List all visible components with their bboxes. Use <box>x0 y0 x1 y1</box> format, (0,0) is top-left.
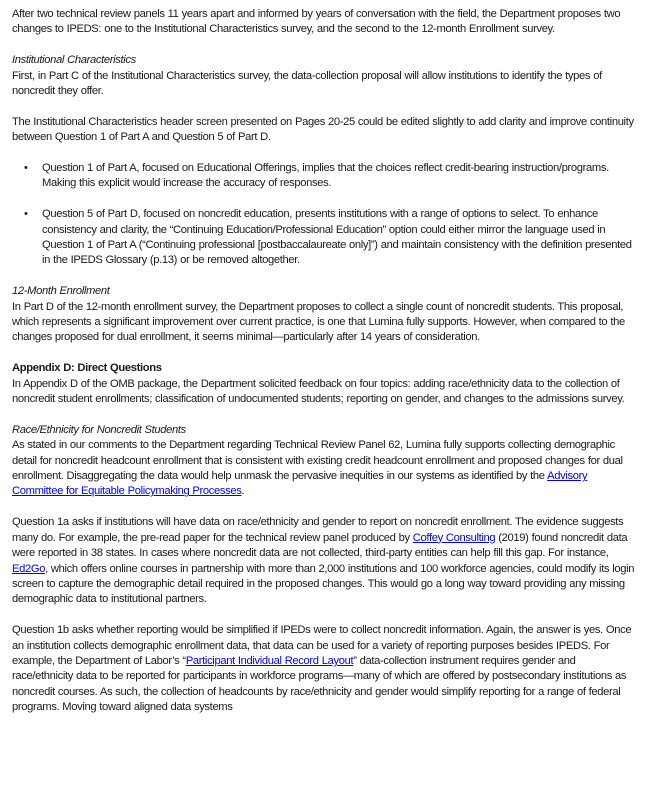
ic-bullet-list <box>12 161 637 269</box>
intro-paragraph: After two technical review panels 11 years apart and informed by years of conversation with the field, the Department proposes two changes to IPEDS: one to the Institutional Characteristics survey, and the second to the 12-month Enrollment survey. <box>12 8 621 36</box>
appendix-section <box>12 361 637 407</box>
ic-heading: Institutional Characteristics <box>12 54 136 67</box>
list-item <box>24 207 637 269</box>
coffey-consulting-link[interactable]: Coffey Consulting <box>412 531 496 544</box>
question-1a-paragraph <box>12 515 637 607</box>
q1a-text: , which offers online courses in partnership with more than 2,000 institutions and 100 workforce agencies, could modify its login screen to capture the demographic detail required in the proposed changes. This would go a long way toward providing any missing demographic data to institutional partners. <box>12 562 635 606</box>
ed2go-link[interactable]: Ed2Go <box>12 562 46 575</box>
enrollment-section <box>12 284 637 346</box>
race-heading: Race/Ethnicity for Noncredit Students <box>12 423 186 436</box>
q1b-text: Question 1b asks whether reporting would be simplified if IPEDs were to collect noncredit information. Again, the answer is yes. Once an institution collects demographic enrollment data, that data can be used for a variety of reporting purposes besides IPEDS. For example, the Department of Labor’s “ <box>12 624 632 667</box>
list-item-text: Question 1 of Part A, focused on Educational Offerings, implies that the choices reflect credit-bearing instruction/programs. Making this explicit would increase the accuracy of responses. <box>42 162 609 190</box>
appendix-paragraph: In Appendix D of the OMB package, the Department solicited feedback on four topics: adding race/ethnicity data to the collection of noncredit student enrollments; classification of undocumented students; reporting on gender, and changes to the admissions survey. <box>12 377 625 406</box>
ic-paragraph-2: The Institutional Characteristics header screen presented on Pages 20-25 could be edited slightly to add clarity and improve continuity between Question 1 of Part A and Question 5 of Part D. <box>12 115 634 144</box>
bullet-icon: • <box>24 208 28 221</box>
race-text: . <box>241 485 245 498</box>
appendix-heading: Appendix D: Direct Questions <box>12 362 162 375</box>
enrollment-paragraph: In Part D of the 12-month enrollment survey, the Department proposes to collect a single count of noncredit students. This proposal, which represents a significant improvement over current practice, is one that Lumina fully supports. However, when compared to the changes proposed for dual enrollment, it seems minimal—particularly after 14 years of consideration. <box>12 300 625 344</box>
list-item-text: Question 5 of Part D, focused on noncredit education, presents institutions with a range of options to select. To enhance consistency and clarity, the “Continuing Education/Professional Education” option could either mirror the language used in Question 1 of Part A (“Continuing professional [postbaccalaureate only]”) and maintain consistency with the definition presented in the IPEDS Glossary (p.13) or be removed altogether. <box>42 208 632 267</box>
bullet-icon: • <box>24 162 28 175</box>
participant-record-layout-link[interactable]: Participant Individual Record Layout <box>185 654 354 667</box>
q1b-text: ” data-collection instrument requires gender and race/ethnicity data to be reported for participants in workforce programs—many of which are offered by postsecondary institutions as noncredit courses. As such, the collection of headcounts by race/ethnicity and gender would simplify reporting for a range of federal programs. Moving toward aligned data systems <box>12 654 627 714</box>
q1a-text: (2019) found noncredit data were reported in 38 states. In cases where noncredit data are not collected, third-party entities can help fill this gap. For instance, <box>12 531 628 560</box>
advisory-committee-link[interactable]: Advisory Committee for Equitable Policymaking Processes <box>12 470 588 498</box>
ic-paragraph-1: First, in Part C of the Institutional Characteristics survey, the data-collection proposal will allow institutions to identify the types of noncredit they offer. <box>12 69 602 98</box>
q1a-text: Question 1a asks if institutions will have data on race/ethnicity and gender to report on noncredit enrollment. The evidence suggests many do. For example, the pre-read paper for the technical review panel produced by <box>12 516 624 544</box>
enrollment-heading: 12-Month Enrollment <box>12 285 110 298</box>
ic-section <box>12 53 637 99</box>
race-section <box>12 423 637 500</box>
race-text: As stated in our comments to the Department regarding Technical Review Panel 62, Lumina fully supports collecting demographic detail for noncredit headcount enrollment that is consistent with existing credit headcount enrollment and proposed changes for dual enrollment. Disaggregating the data would help unmask the pervasive inequities in our systems as identified by the <box>12 439 623 483</box>
question-1b-paragraph <box>12 623 637 715</box>
list-item <box>24 161 637 192</box>
